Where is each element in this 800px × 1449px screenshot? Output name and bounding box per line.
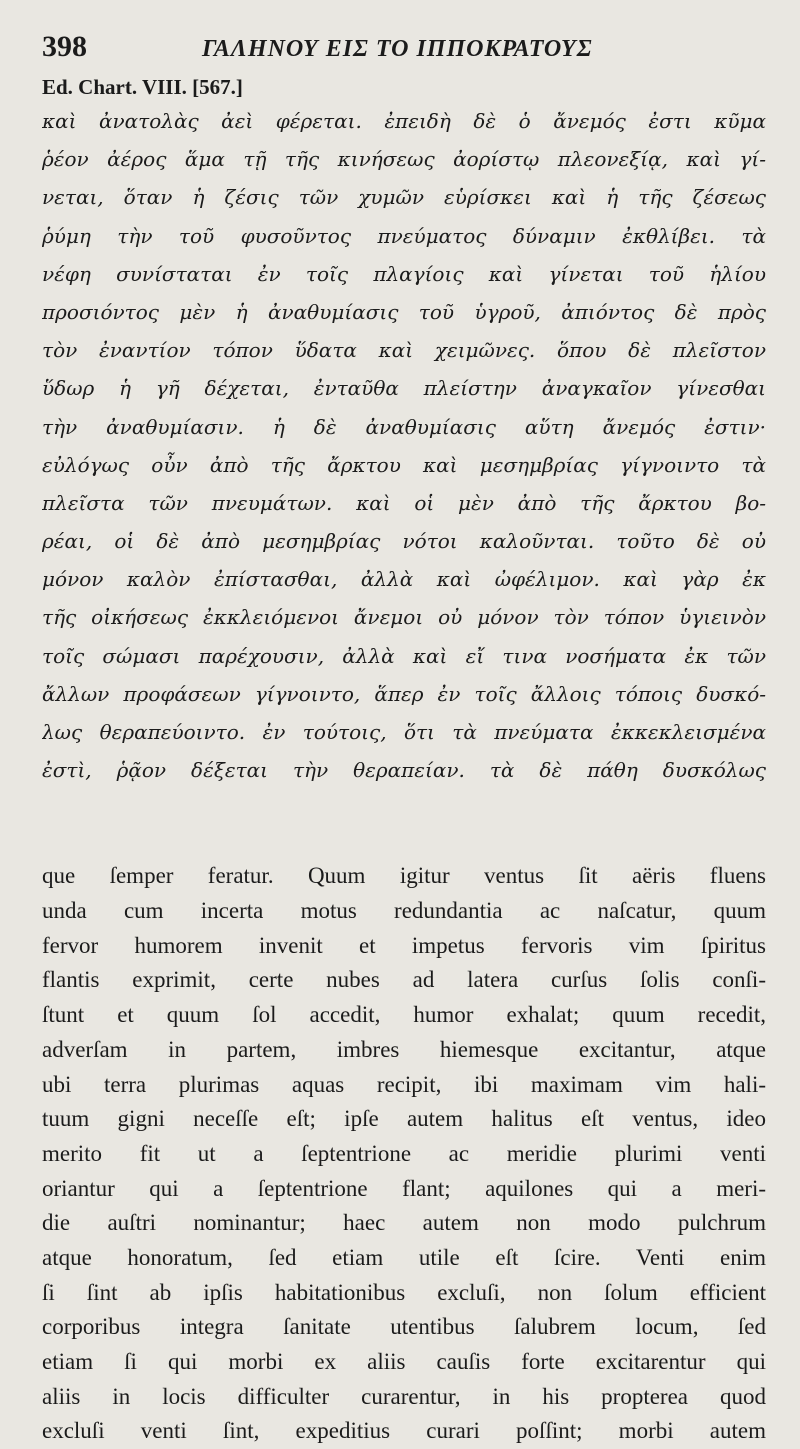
running-title: ΓΑΛΗΝΟΥ ΕΙΣ ΤΟ ΙΠΠΟΚΡΑΤΟΥΣ: [202, 36, 593, 62]
latin-text-line: ſi ſint ab ipſis habitationibus excluſi, non ſolum efficient: [42, 1279, 766, 1305]
latin-text-line: die auſtri nominantur; haec autem non modo pulchrum: [42, 1210, 766, 1236]
greek-text-line: νέφη συνίσταται ἐν τοῖς πλαγίοις καὶ γίνεται τοῦ ἡλίου: [42, 261, 766, 286]
greek-text-line: καὶ ἀνατολὰς ἀεὶ φέρεται. ἐπειδὴ δὲ ὁ ἄνεμός ἐστι κῦμα: [42, 109, 766, 133]
greek-text-line: ἐστὶ, ῥᾷον δέξεται τὴν θεραπείαν. τὰ δὲ πάθη δυσκόλως: [42, 758, 766, 783]
latin-text-line: adverſam in partem, imbres hiemesque excitantur, atque: [42, 1036, 766, 1062]
latin-text-line: corporibus integra ſanitate utentibus ſalubrem locum, ſed: [42, 1314, 766, 1340]
latin-text-line: fervor humorem invenit et impetus fervoris vim ſpiritus: [42, 932, 766, 958]
latin-text-line: que ſemper feratur. Quum igitur ventus ſit aëris fluens: [42, 863, 766, 889]
greek-text-line: ἄλλων προφάσεων γίγνοιντο, ἅπερ ἐν τοῖς ἄλλοις τόποις δυσκό-: [42, 681, 766, 706]
latin-text-line: ſtunt et quum ſol accedit, humor exhalat; quum recedit,: [42, 1002, 766, 1028]
page-header: [42, 30, 766, 70]
latin-text-line: oriantur qui a ſeptentrione flant; aquilones qui a meri-: [42, 1175, 766, 1201]
greek-text-line: νεται, ὅταν ἡ ζέσις τῶν χυμῶν εὑρίσκει καὶ ἡ τῆς ζέσεως: [42, 185, 766, 210]
greek-text-line: μόνον καλὸν ἐπίστασθαι, ἀλλὰ καὶ ὠφέλιμον. καὶ γὰρ ἐκ: [42, 567, 766, 592]
greek-text-line: τῆς οἰκήσεως ἐκκλειόμενοι ἄνεμοι οὐ μόνον τὸν τόπον ὑγιεινὸν: [42, 605, 766, 630]
greek-text-line: ῥύμη τὴν τοῦ φυσοῦντος πνεύματος δύναμιν ἐκθλίβει. τὰ: [42, 223, 766, 248]
latin-text-line: merito fit ut a ſeptentrione ac meridie plurimi venti: [42, 1140, 766, 1166]
latin-text-line: ubi terra plurimas aquas recipit, ibi maximam vim hali-: [42, 1071, 766, 1097]
greek-text-line: τοῖς σώμασι παρέχουσιν, ἀλλὰ καὶ εἴ τινα νοσήματα ἐκ τῶν: [42, 643, 766, 668]
latin-text-line: tuum gigni neceſſe eſt; ipſe autem halitus eſt ventus, ideo: [42, 1106, 766, 1132]
latin-text-line: excluſi venti ſint, expeditius curari poſſint; morbi autem: [42, 1418, 766, 1444]
latin-text-block: [42, 859, 766, 1449]
greek-text-line: ὕδωρ ἡ γῆ δέχεται, ἐνταῦθα πλείστην ἀναγκαῖον γίνεσθαι: [42, 376, 766, 401]
greek-text-line: εὐλόγως οὖν ἀπὸ τῆς ἄρκτου καὶ μεσημβρίας γίγνοιντο τὰ: [42, 452, 766, 477]
greek-text-line: ῥέον ἀέρος ἅμα τῇ τῆς κινήσεως ἀορίστῳ πλεονεξίᾳ, καὶ γί-: [42, 147, 766, 172]
greek-text-line: τὸν ἐναντίον τόπον ὕδατα καὶ χειμῶνες. ὅπου δὲ πλεῖστον: [42, 338, 766, 363]
latin-text-line: atque honoratum, ſed etiam utile eſt ſcire. Venti enim: [42, 1244, 766, 1270]
greek-text-line: τὴν ἀναθυμίασιν. ἡ δὲ ἀναθυμίασις αὕτη ἄνεμός ἐστιν·: [42, 414, 766, 439]
greek-text-line: ρέαι, οἱ δὲ ἀπὸ μεσημβρίας νότοι καλοῦνται. τοῦτο δὲ οὐ: [42, 529, 766, 554]
latin-text-line: unda cum incerta motus redundantia ac naſcatur, quum: [42, 898, 766, 924]
latin-text-line: etiam ſi qui morbi ex aliis cauſis forte excitarentur qui: [42, 1349, 766, 1374]
greek-text-line: προσιόντος μὲν ἡ ἀναθυμίασις τοῦ ὑγροῦ, ἀπιόντος δὲ πρὸς: [42, 299, 766, 324]
page-number: 398: [42, 30, 87, 63]
latin-text-line: flantis exprimit, certe nubes ad latera curſus ſolis conſi-: [42, 967, 766, 993]
greek-text-line: πλεῖστα τῶν πνευμάτων. καὶ οἱ μὲν ἀπὸ τῆς ἄρκτου βο-: [42, 490, 766, 515]
greek-text-line: λως θεραπεύοιντο. ἐν τούτοις, ὅτι τὰ πνεύματα ἐκκεκλεισμένα: [42, 720, 766, 744]
edition-reference: Ed. Chart. VIII. [567.]: [42, 75, 243, 99]
latin-text-line: aliis in locis difficulter curarentur, in his propterea quod: [42, 1383, 766, 1409]
greek-text-block: [42, 102, 766, 789]
column-gap: [42, 789, 766, 859]
